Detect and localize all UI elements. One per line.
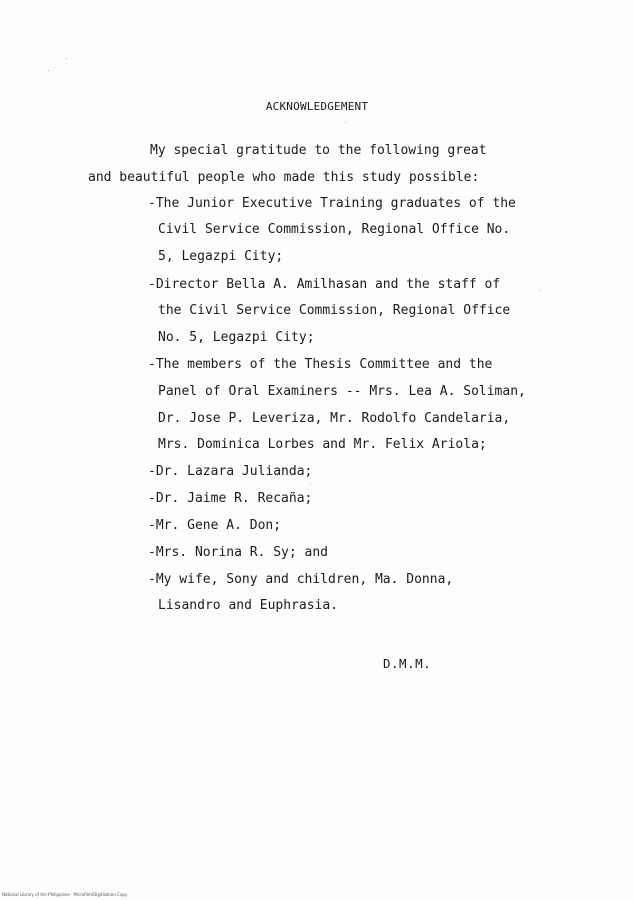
intro-line-1: My special gratitude to the following great	[150, 143, 487, 158]
item-line: -The members of the Thesis Committee and the	[148, 357, 493, 372]
title-text: ACKNOWLEDGEMENT	[265, 100, 369, 113]
item-line: -My wife, Sony and children, Ma. Donna,	[148, 572, 454, 587]
intro-line-2: and beautiful people who made this study possible:	[88, 170, 480, 185]
item-line: -Mrs. Norina R. Sy; and	[148, 545, 329, 560]
item-line: Civil Service Commission, Regional Office No.	[158, 222, 511, 237]
item-line: -Dr. Jaime R. Recaña;	[148, 491, 313, 506]
scan-speck	[540, 290, 541, 291]
signature-initials: D.M.M.	[383, 656, 432, 671]
scan-speck	[48, 70, 49, 71]
scan-speck	[345, 122, 346, 123]
item-line: -Mr. Gene A. Don;	[148, 518, 282, 533]
footer-caption: National Library of the Philippines · Microfilm/Digitization Copy	[2, 892, 128, 897]
item-line: -Director Bella A. Amilhasan and the staff of	[148, 277, 501, 292]
item-line: -Dr. Lazara Julianda;	[148, 464, 313, 479]
item-line: Dr. Jose P. Leveriza, Mr. Rodolfo Candelaria,	[158, 411, 511, 426]
item-line: the Civil Service Commission, Regional Office	[158, 303, 511, 318]
page-title	[0, 100, 634, 113]
item-line: Lisandro and Euphrasia.	[158, 598, 339, 613]
scan-speck	[310, 484, 311, 485]
scan-speck	[66, 58, 67, 59]
item-line: 5, Legazpi City;	[158, 249, 284, 264]
item-line: Mrs. Dominica Lorbes and Mr. Felix Ariola;	[158, 437, 487, 452]
item-line: No. 5, Legazpi City;	[158, 330, 315, 345]
item-line: -The Junior Executive Training graduates of the	[148, 196, 516, 211]
item-line: Panel of Oral Examiners -- Mrs. Lea A. Soliman,	[158, 384, 526, 399]
